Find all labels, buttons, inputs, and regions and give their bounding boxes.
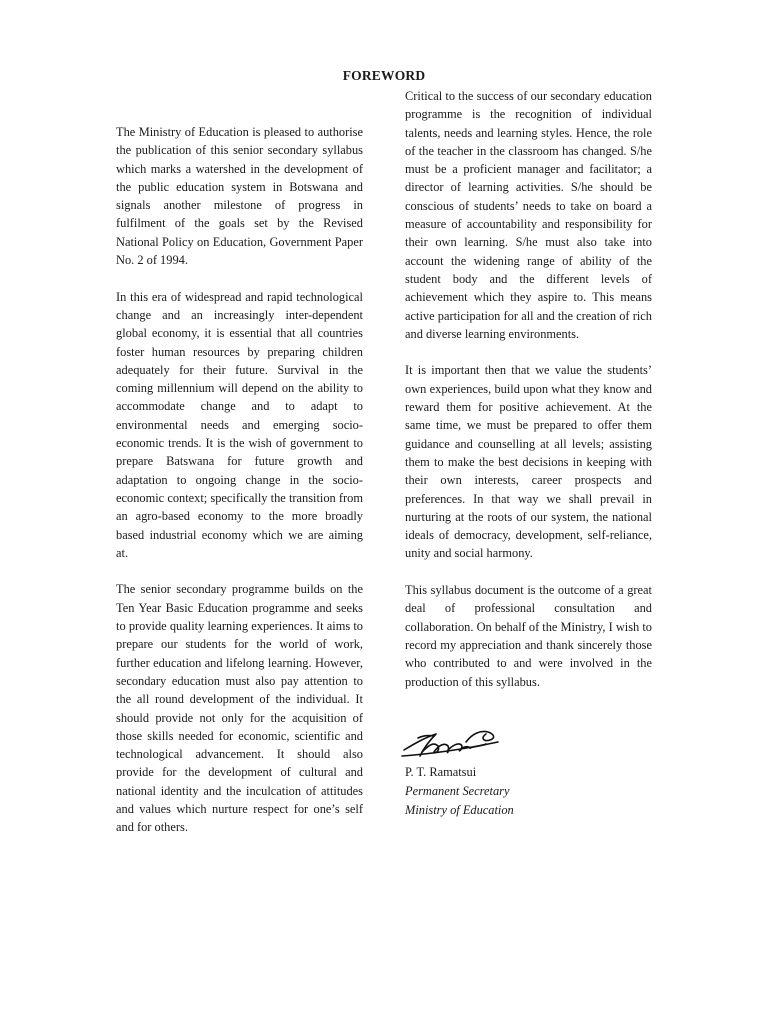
paragraph-teacher-role: Critical to the success of our secondary education programme is the recognition of individual talents, needs and learning styles. Hence, the role of the teacher in the classroom has changed. S/he must be a proficient manager and facilitator; a director of learning activities. S/he should be conscious of students’ needs to take on board a measure of accountability and responsibility for their own learning. S/he must also take into account the widening range of ability of the student body and the different levels of achievement which they aspire to. This means active participation for all and the creation of rich and diverse learning environments. xyxy=(405,89,652,341)
right-column xyxy=(405,87,652,709)
left-column xyxy=(116,123,363,855)
paragraph-technological-change: In this era of widespread and rapid technological change and an increasingly inter-dependent global economy, it is essential that all countries foster human resources by preparing children adequately for their future. Survival in the coming millennium will depend on the ability to accommodate change and to adapt to environmental needs and emerging socio-economic trends. It is the wish of government to prepare Batswana for future growth and adaptation to ongoing change in the socio-economic context; specifically the transition from an agro-based economy to the more broadly based industrial economy which we are aiming at. xyxy=(116,289,363,560)
paragraph-intro: The Ministry of Education is pleased to authorise the publication of this senior secondary syllabus which marks a watershed in the development of the public education system in Botswana and signals another milestone of progress in fulfilment of the goals set by the Revised National Policy on Education, Government Paper No. 2 of 1994. xyxy=(116,125,363,268)
signatory-position: Permanent Secretary xyxy=(405,784,510,798)
signoff-block xyxy=(405,763,514,820)
paragraph-student-experiences: It is important then that we value the students’ own experiences, build upon what they know and reward them for positive achievement. At the same time, we must be prepared to offer them guidance and counselling at all levels; assisting them to make the best decisions in keeping with their own interests, career prospects and preferences. In that way we shall prevail in nurturing at the roots of our system, the national ideals of democracy, development, self-reliance, unity and social harmony. xyxy=(405,363,652,561)
paragraph-acknowledgement: This syllabus document is the outcome of a great deal of professional consultation and collaboration. On behalf of the Ministry, I wish to record my appreciation and thank sincerely those who contributed to and were involved in the production of this syllabus. xyxy=(405,583,652,689)
page-title: FOREWORD xyxy=(342,68,426,83)
signature-icon xyxy=(400,724,502,762)
paragraph-senior-secondary-programme: The senior secondary programme builds on the Ten Year Basic Education programme and seeks to provide quality learning experiences. It aims to prepare our students for the world of work, further education and lifelong learning. However, secondary education must also pay attention to the all round development of the individual. It should provide not only for the acquisition of those skills needed for economic, scientific and technological advancement. It should also provide for the development of cultural and national identity and the inculcation of attitudes and values which nurture respect for one’s self and for others. xyxy=(116,582,363,835)
signatory-organization: Ministry of Education xyxy=(405,803,514,817)
signatory-name: P. T. Ramatsui xyxy=(405,765,477,779)
